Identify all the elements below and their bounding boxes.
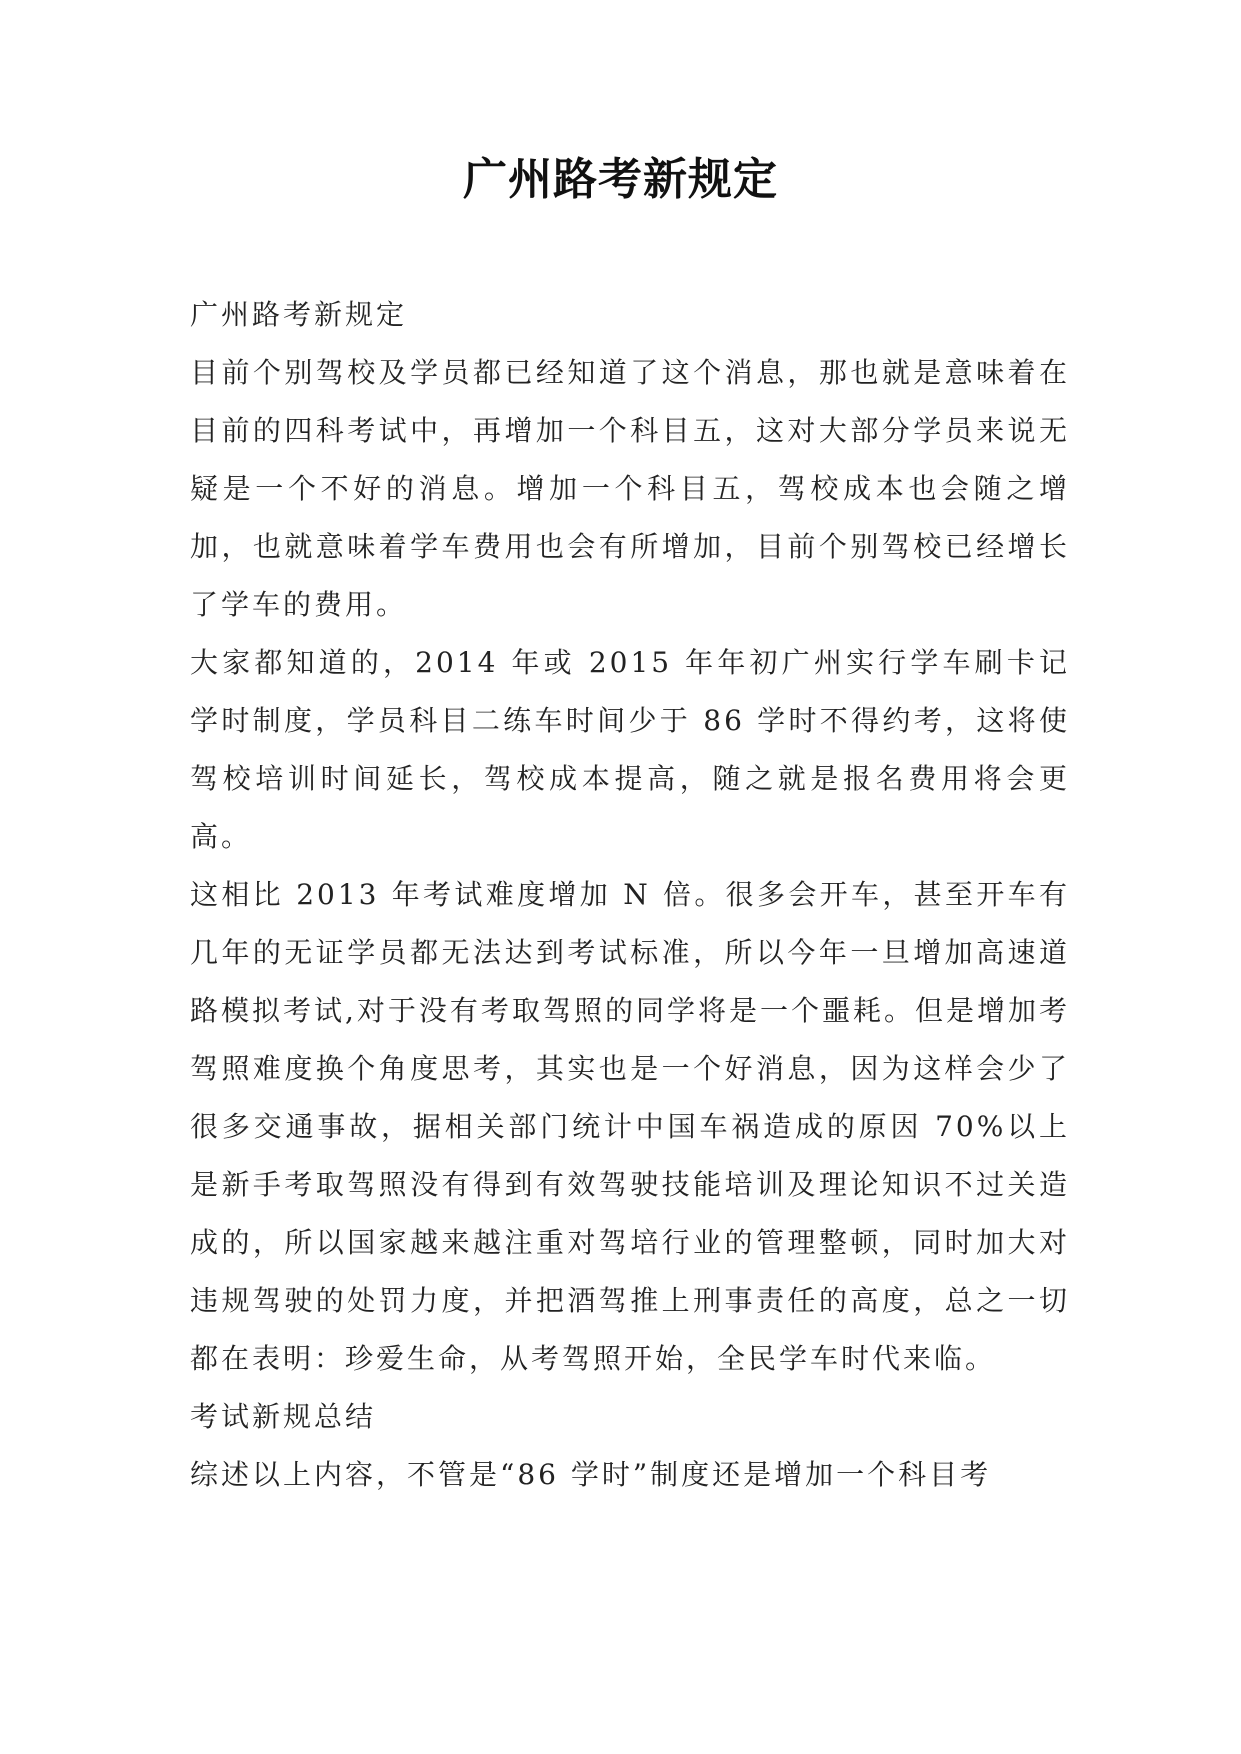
paragraph-hours-rule: 大家都知道的，2014 年或 2015 年年初广州实行学车刷卡记学时制度，学员科目二练车时间少于 86 学时不得约考，这将使驾校培训时间延长，驾校成本提高，随之就是报名费用将会更高。	[190, 646, 1070, 853]
paragraph-summary-heading: 考试新规总结	[190, 1400, 377, 1433]
paragraph-news: 目前个别驾校及学员都已经知道了这个消息，那也就是意味着在目前的四科考试中，再增加一个科目五，这对大部分学员来说无疑是一个不好的消息。增加一个科目五，驾校成本也会随之增加，也就意味着学车费用也会有所增加，目前个别驾校已经增长了学车的费用。	[190, 356, 1070, 621]
paragraph-heading: 广州路考新规定	[190, 298, 408, 331]
document-body	[190, 286, 1070, 1504]
page-title: 广州路考新规定	[463, 154, 778, 205]
paragraph-difficulty: 这相比 2013 年考试难度增加 N 倍。很多会开车，甚至开车有几年的无证学员都无法达到考试标准，所以今年一旦增加高速道路模拟考试,对于没有考取驾照的同学将是一个噩耗。但是增加考驾照难度换个角度思考，其实也是一个好消息，因为这样会少了很多交通事故，据相关部门统计中国车祸造成的原因 70%以上是新手考取驾照没有得到有效驾驶技能培训及理论知识不过关造成的，所以国家越来越注重对驾培行业的管理整顿，同时加大对违规驾驶的处罚力度，并把酒驾推上刑事责任的高度，总之一切都在表明：珍爱生命，从考驾照开始，全民学车时代来临。	[190, 878, 1070, 1375]
paragraph-summary: 综述以上内容，不管是“86 学时”制度还是增加一个科目考	[190, 1458, 992, 1491]
